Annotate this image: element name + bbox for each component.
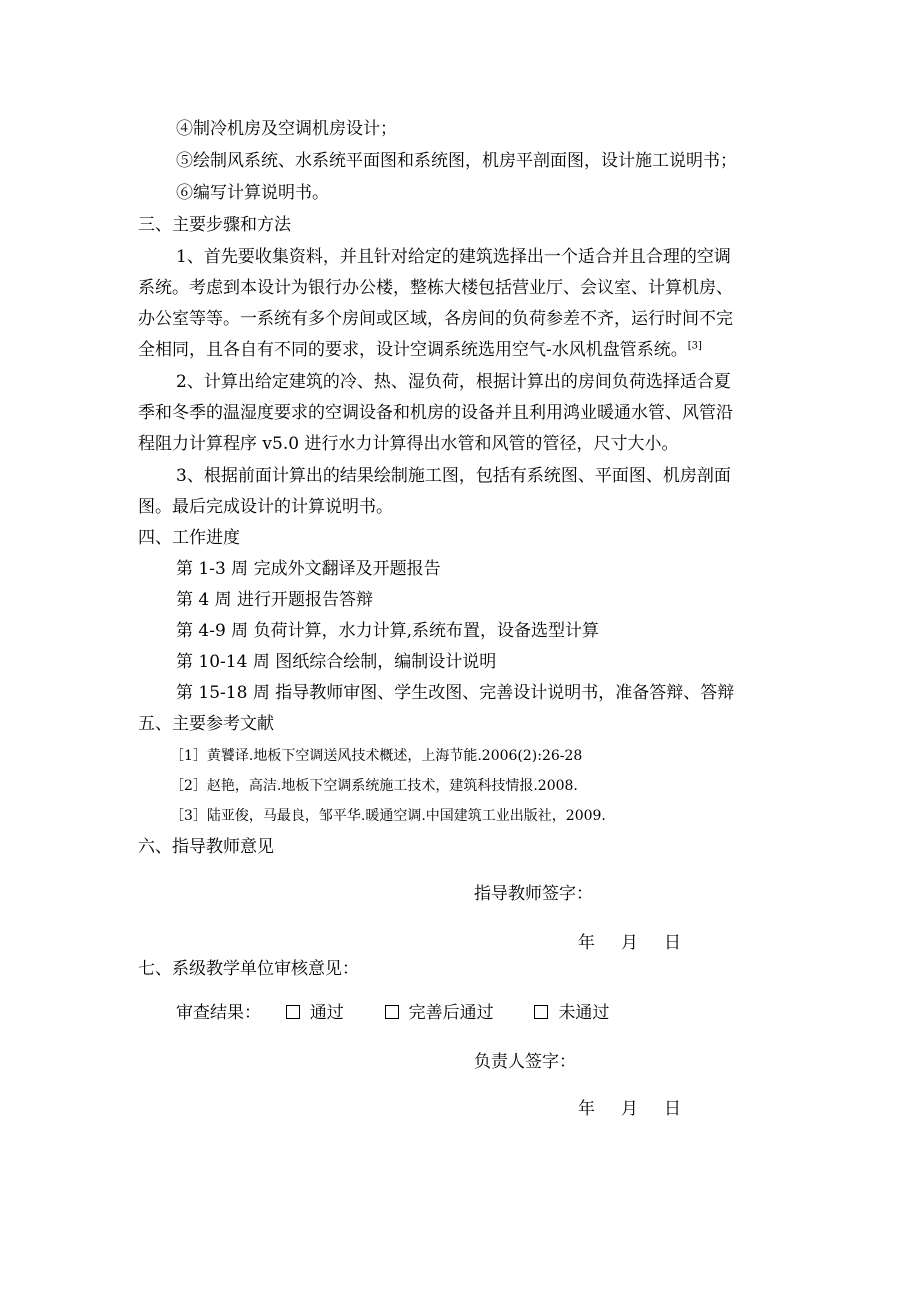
responsible-date xyxy=(578,1098,681,1120)
schedule-item: 第 1-3 周 完成外文翻译及开题报告 xyxy=(176,559,441,579)
paragraph-3-line-2: 图。最后完成设计的计算说明书。 xyxy=(138,497,393,517)
reference-item: ［1］黄饕译.地板下空调送风技术概述，上海节能.2006(2):26-28 xyxy=(170,748,583,764)
date-month: 月 xyxy=(621,1099,638,1119)
reference-item: ［3］陆亚俊，马最良，邹平华.暖通空调.中国建筑工业出版社，2009. xyxy=(170,808,606,824)
paragraph-1-line-2: 系统。考虑到本设计为银行办公楼，整栋大楼包括营业厅、会议室、计算机房、 xyxy=(138,278,733,298)
reference-item: ［2］赵艳，高洁.地板下空调系统施工技术，建筑科技情报.2008. xyxy=(170,778,578,794)
section-5-heading: 五、主要参考文献 xyxy=(138,714,274,734)
option-not-pass[interactable]: 未通过 xyxy=(534,1003,609,1023)
section-7-heading: 七、系级教学单位审核意见： xyxy=(138,959,359,979)
date-year: 年 xyxy=(578,933,595,953)
paragraph-3-line-1: 3、根据前面计算出的结果绘制施工图，包括有系统图、平面图、机房剖面 xyxy=(176,466,731,486)
paragraph-2-line-2: 季和冬季的温湿度要求的空调设备和机房的设备并且利用鸿业暖通水管、风管沿 xyxy=(138,403,733,423)
option-pass-after-revision[interactable]: 完善后通过 xyxy=(385,1003,494,1023)
date-day: 日 xyxy=(664,933,681,953)
date-day: 日 xyxy=(664,1099,681,1119)
citation-3: [3] xyxy=(687,340,702,352)
paragraph-1-line-3: 办公室等等。一系统有多个房间或区域，各房间的负荷参差不齐，运行时间不完 xyxy=(138,309,733,329)
schedule-item: 第 10-14 周 图纸综合绘制，编制设计说明 xyxy=(176,652,497,672)
schedule-item: 第 4-9 周 负荷计算，水力计算,系统布置，设备选型计算 xyxy=(176,621,599,641)
section-6-heading: 六、指导教师意见 xyxy=(138,837,274,857)
schedule-item: 第 4 周 进行开题报告答辩 xyxy=(176,590,374,610)
paragraph-2-line-1: 2、计算出给定建筑的冷、热、湿负荷，根据计算出的房间负荷选择适合夏 xyxy=(176,372,731,392)
task-item-4: ④制冷机房及空调机房设计； xyxy=(176,119,397,139)
review-result-label: 审查结果： xyxy=(176,1003,261,1023)
paragraph-1-line-4-text: 全相同，且各自有不同的要求，设计空调系统选用空气-水风机盘管系统。 xyxy=(138,340,688,360)
section-4-heading: 四、工作进度 xyxy=(138,528,240,548)
option-pass[interactable]: 通过 xyxy=(286,1003,344,1023)
task-item-5: ⑤绘制风系统、水系统平面图和系统图，机房平剖面图，设计施工说明书； xyxy=(176,151,737,171)
checkbox-icon[interactable] xyxy=(534,1005,548,1019)
date-month: 月 xyxy=(621,933,638,953)
schedule-item: 第 15-18 周 指导教师审图、学生改图、完善设计说明书，准备答辩、答辩 xyxy=(176,683,735,703)
section-3-heading: 三、主要步骤和方法 xyxy=(138,215,291,235)
responsible-signature-label: 负责人签字： xyxy=(474,1052,576,1072)
task-item-6: ⑥编写计算说明书。 xyxy=(176,183,329,203)
checkbox-icon[interactable] xyxy=(286,1005,300,1019)
date-year: 年 xyxy=(578,1099,595,1119)
paragraph-1-line-1: 1、首先要收集资料，并且针对给定的建筑选择出一个适合并且合理的空调 xyxy=(176,247,731,267)
advisor-date xyxy=(578,932,681,954)
advisor-signature-label: 指导教师签字： xyxy=(474,884,593,904)
paragraph-2-line-3: 程阻力计算程序 v5.0 进行水力计算得出水管和风管的管径，尺寸大小。 xyxy=(138,434,679,454)
checkbox-icon[interactable] xyxy=(385,1005,399,1019)
paragraph-1-line-4 xyxy=(138,339,702,361)
review-result-row xyxy=(176,1002,609,1024)
